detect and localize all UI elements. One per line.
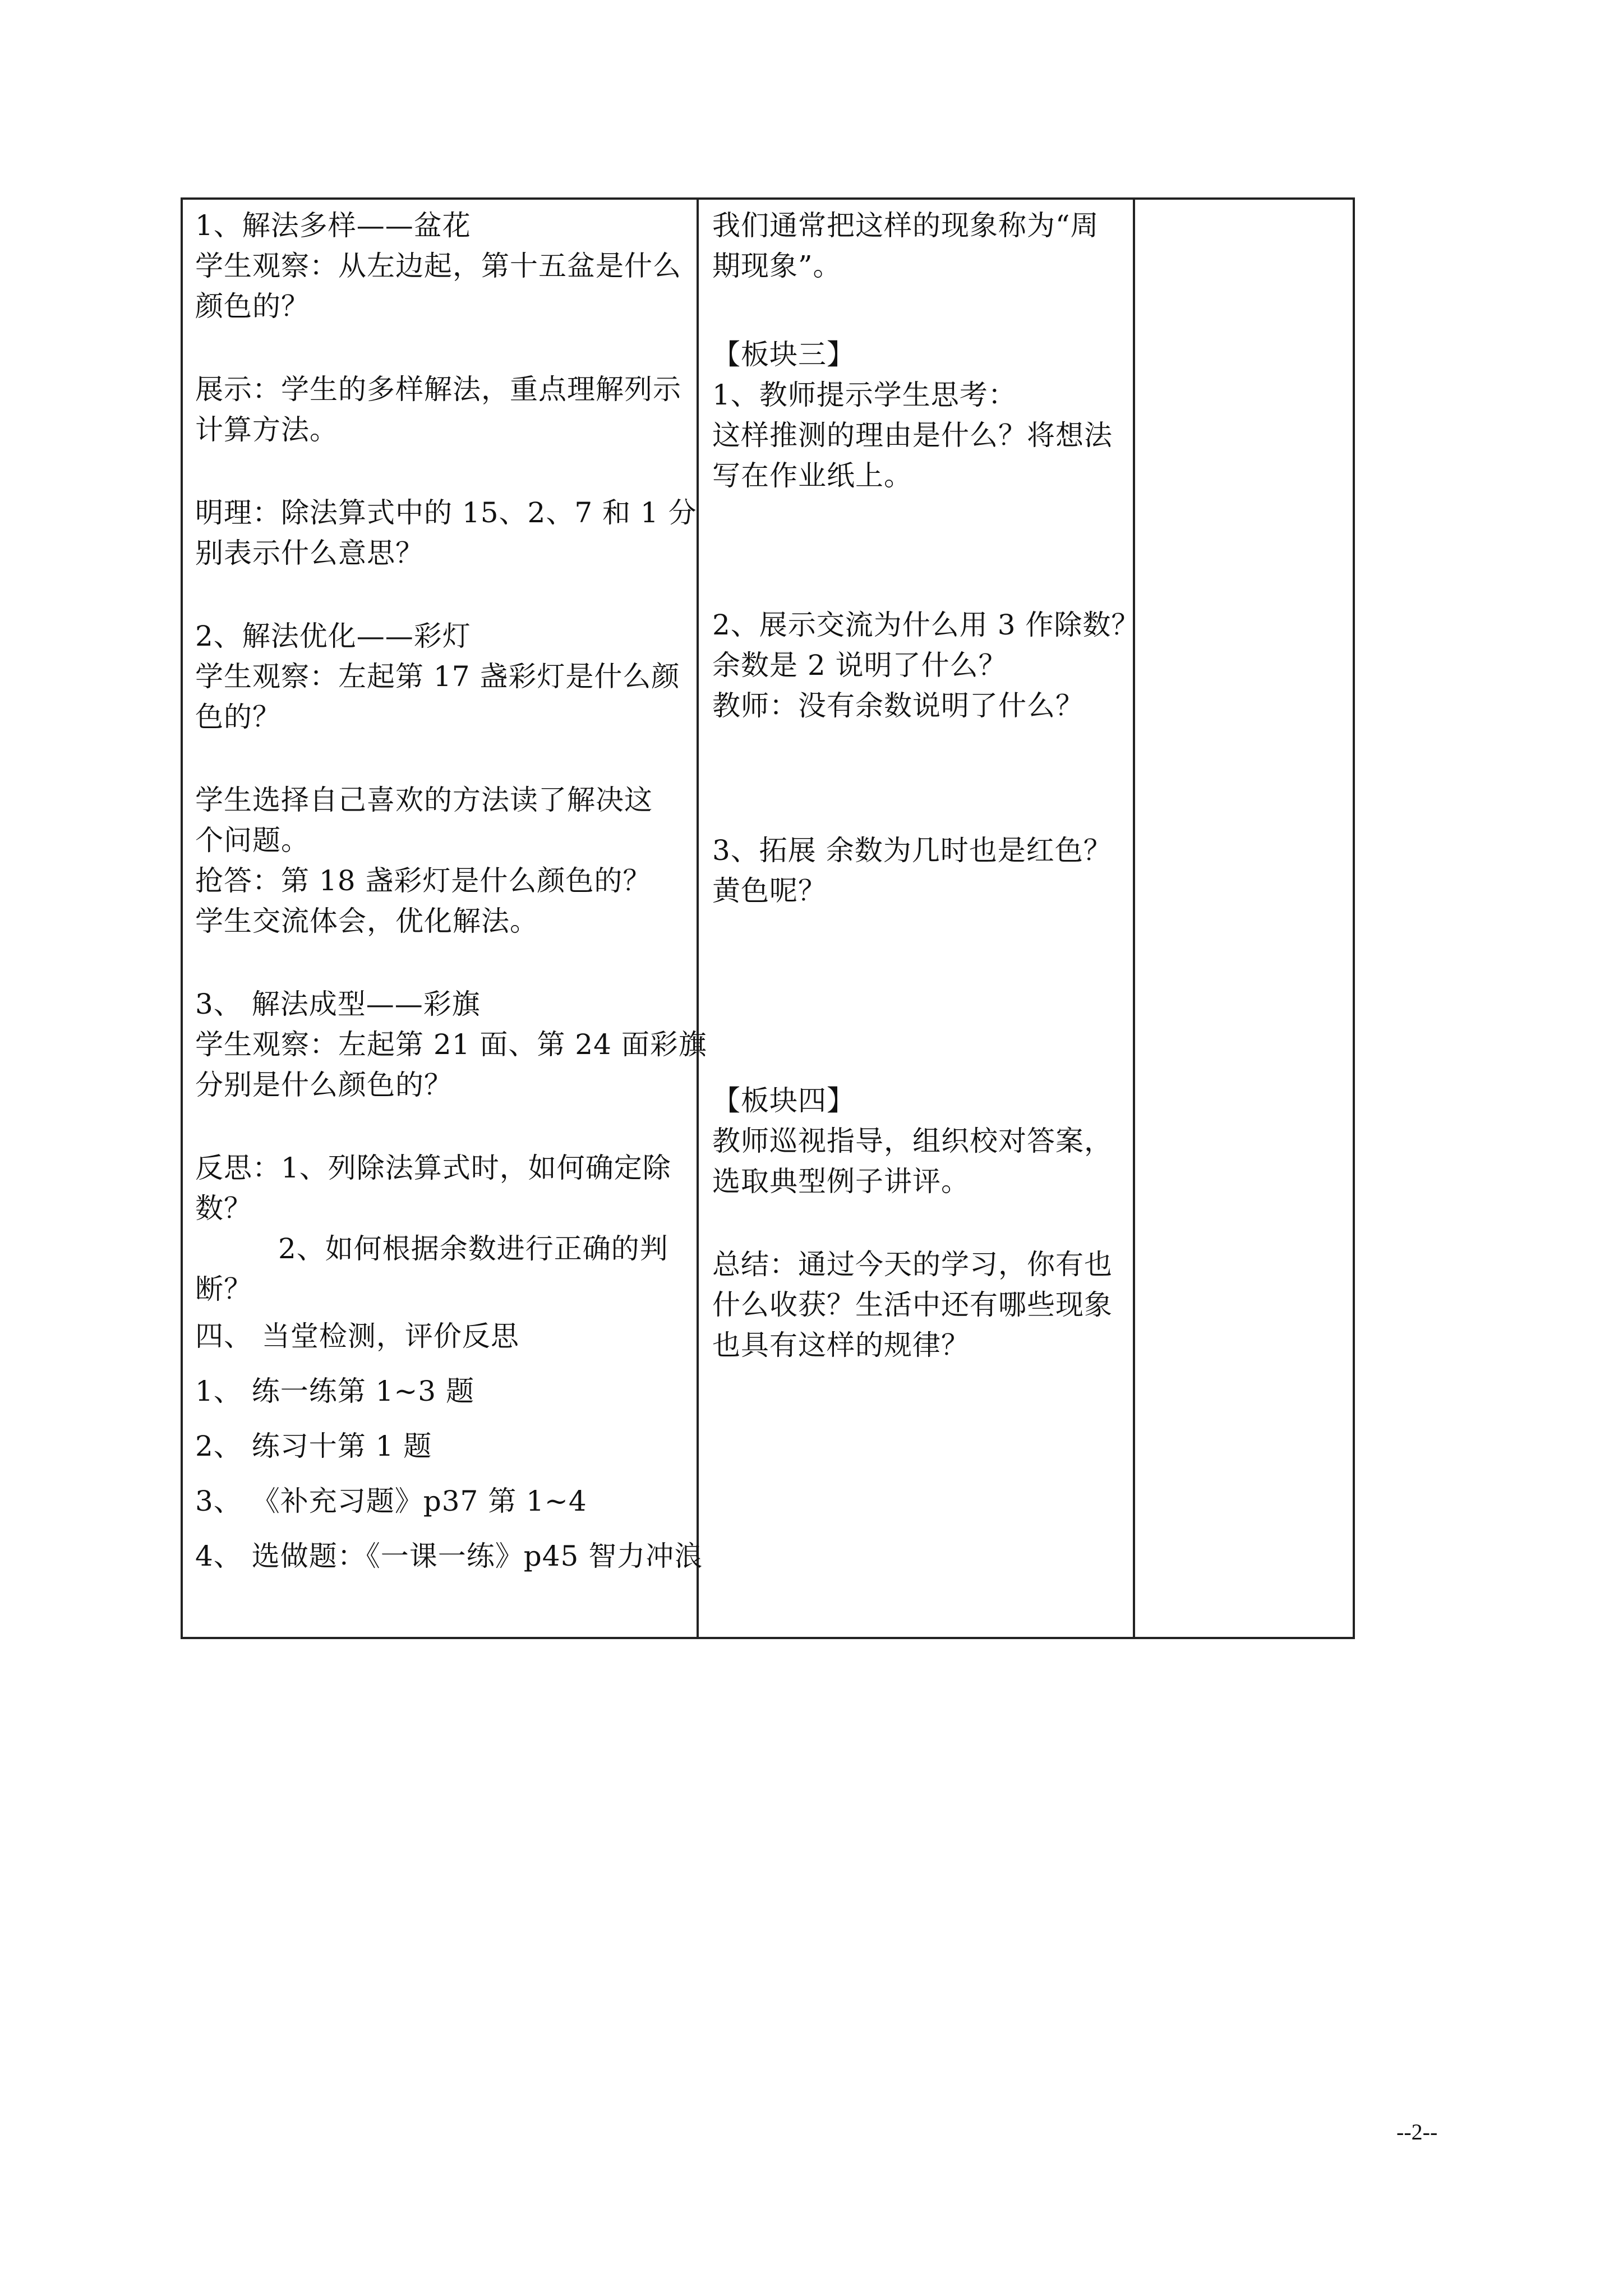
- text-line: 总结：通过今天的学习，你有也: [712, 1248, 1113, 1281]
- text-line: 也具有这样的规律？: [712, 1329, 970, 1361]
- text-line: 数？: [195, 1192, 252, 1225]
- text-line: 3、拓展 余数为几时也是红色？: [712, 834, 1112, 867]
- text-line: 别表示什么意思？: [195, 537, 424, 569]
- text-line: 明理：除法算式中的 15、2、7 和 1 分: [195, 496, 697, 529]
- text-line: 2、解法优化——彩灯: [195, 620, 471, 652]
- text-line: 期现象”。: [712, 250, 842, 282]
- text-line: 我们通常把这样的现象称为“周: [712, 209, 1099, 242]
- text-line: 学生观察：左起第 17 盏彩灯是什么颜: [195, 660, 680, 693]
- list-item: 1、 练一练第 1~3 题: [195, 1375, 475, 1407]
- text-line: 选取典型例子讲评。: [712, 1165, 970, 1198]
- text-line: 颜色的？: [195, 290, 310, 323]
- text-line: 计算方法。: [195, 413, 338, 446]
- text-line: 反思：1、列除法算式时，如何确定除: [195, 1152, 671, 1184]
- text-line: 色的？: [195, 701, 281, 733]
- list-item: 2、 练习十第 1 题: [195, 1430, 432, 1462]
- text-line: 个问题。: [195, 824, 310, 857]
- text-line: 教师巡视指导，组织校对答案，: [712, 1125, 1113, 1157]
- section-heading: 【板块三】: [712, 338, 855, 371]
- text-line: 2、如何根据余数进行正确的判: [278, 1232, 668, 1265]
- text-line: 学生交流体会，优化解法。: [195, 905, 538, 937]
- section-heading: 四、 当堂检测，评价反思: [195, 1320, 519, 1352]
- text-line: 黄色呢？: [712, 875, 827, 907]
- text-line: 断？: [195, 1273, 252, 1305]
- text-line: 写在作业纸上。: [712, 459, 912, 492]
- middle-column-teacher-activities: [699, 200, 1140, 1637]
- page-number: --2--: [1396, 2119, 1438, 2145]
- text-line: 抢答：第 18 盏彩灯是什么颜色的？: [195, 864, 652, 897]
- list-item: 3、 《补充习题》p37 第 1~4: [195, 1485, 587, 1517]
- text-line: 2、展示交流为什么用 3 作除数？: [712, 609, 1140, 641]
- text-line: 教师：没有余数说明了什么？: [712, 689, 1084, 722]
- text-line: 余数是 2 说明了什么？: [712, 649, 1007, 682]
- text-line: 学生观察：从左边起，第十五盆是什么: [195, 250, 681, 282]
- text-line: 这样推测的理由是什么？将想法: [712, 419, 1113, 452]
- text-line: 分别是什么颜色的？: [195, 1069, 453, 1101]
- section-heading: 【板块四】: [712, 1084, 855, 1117]
- list-item: 4、 选做题：《一课一练》p45 智力冲浪: [195, 1540, 703, 1572]
- left-column-student-activities: [183, 200, 707, 1637]
- text-line: 什么收获？生活中还有哪些现象: [712, 1289, 1113, 1321]
- text-line: 展示：学生的多样解法，重点理解列示: [195, 373, 681, 406]
- text-line: 学生选择自己喜欢的方法读了解决这: [195, 784, 653, 816]
- right-column-notes: [1135, 200, 1353, 1637]
- text-line: 1、教师提示学生思考：: [712, 379, 1017, 411]
- text-line: 1、解法多样——盆花: [195, 209, 471, 242]
- text-line: 3、 解法成型——彩旗: [195, 988, 481, 1020]
- lesson-plan-table: [181, 197, 1355, 1639]
- text-line: 学生观察：左起第 21 面、第 24 面彩旗: [195, 1028, 707, 1061]
